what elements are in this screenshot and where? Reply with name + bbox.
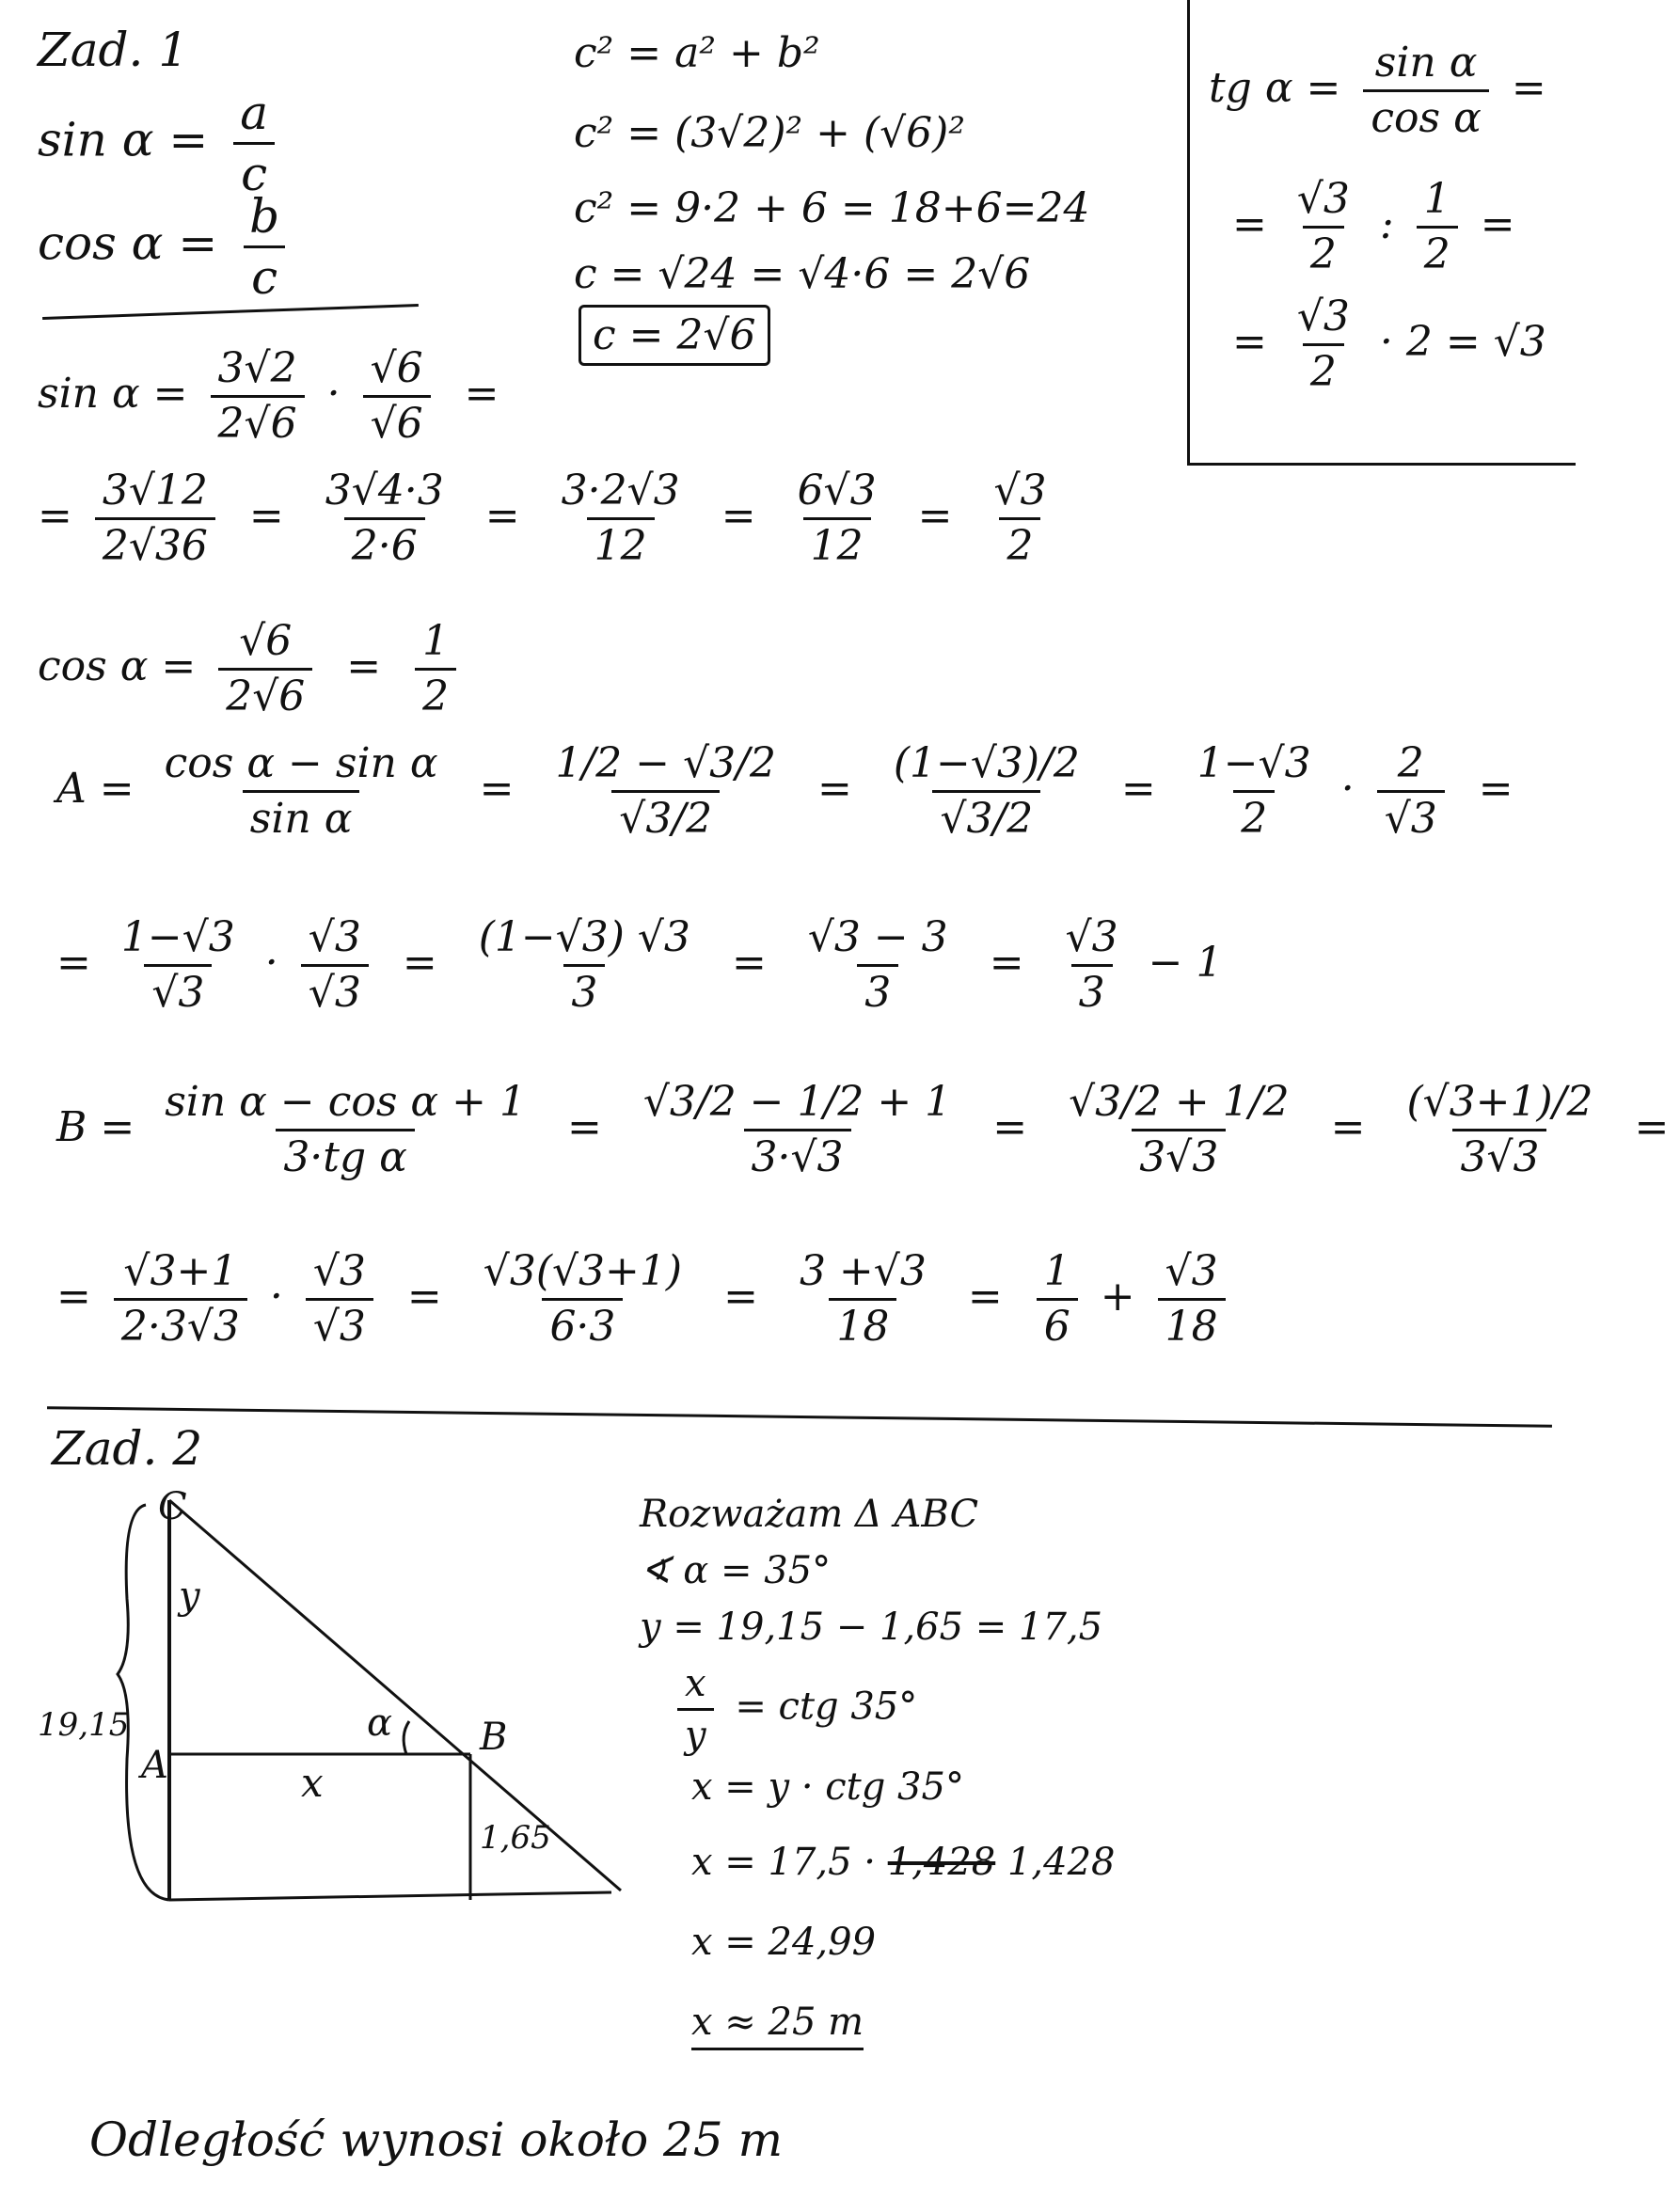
B-l2-d2: √3 [306, 1298, 373, 1348]
A-n5: 2 [1397, 739, 1424, 787]
vertex-A: A [141, 1744, 168, 1787]
A-d3: √3/2 [932, 790, 1040, 840]
sol6-struck: 1,428 [887, 1841, 996, 1884]
pyth-line-3: c² = 9·2 + 6 = 18+6=24 [574, 184, 1090, 232]
B-e3: = [1330, 1103, 1366, 1151]
angle-arc [404, 1721, 409, 1754]
sin-calc-f1-num: 3√2 [217, 344, 297, 392]
sin-l2-e1: = [248, 492, 284, 540]
B-l2-d6: 18 [1158, 1298, 1226, 1348]
tg-l2-colon: : [1379, 200, 1394, 248]
tg-fraction [1363, 39, 1488, 142]
B-frac4 [1399, 1078, 1600, 1181]
tg-l2-den1: 2 [1303, 226, 1344, 276]
sin-l2-d1: 2√36 [95, 517, 215, 567]
B-den: 3·tg α [276, 1129, 415, 1179]
final-result: x ≈ 25 m [691, 2001, 864, 2050]
A-l2-frac1 [114, 913, 243, 1017]
B-l2-frac3 [476, 1247, 689, 1351]
sin-calc-frac2 [363, 344, 431, 448]
A-e3: = [1120, 765, 1156, 813]
ratio-den: y [677, 1708, 714, 1754]
pyth-line-1: c² = a² + b² [574, 29, 820, 77]
tg-line-1 [1209, 39, 1546, 142]
label-small-height: 1,65 [480, 1819, 551, 1857]
sin-l2-d4: 12 [803, 517, 871, 567]
cos-def-lhs: cos α = [38, 215, 218, 271]
tg-l2-tail: = [1480, 200, 1515, 248]
tg-l2-den2: 2 [1417, 226, 1458, 276]
B-l2-n5: 1 [1043, 1247, 1070, 1295]
B-frac1 [157, 1078, 533, 1181]
tg-l2-frac1 [1290, 175, 1357, 278]
B-d4: 3√3 [1452, 1129, 1546, 1179]
A-l2-n3: (1−√3) √3 [478, 913, 690, 961]
sin-calc-dot: · [326, 370, 341, 418]
A-l2-e3: = [989, 939, 1024, 987]
A-l2-e1: = [402, 939, 437, 987]
pyth-line-4: c = √24 = √4·6 = 2√6 [574, 250, 1031, 298]
solution-line-7: x = 24,99 [691, 1921, 877, 1964]
tg-l3-den: 2 [1303, 343, 1344, 393]
A-l2-n4: √3 − 3 [807, 913, 948, 961]
B-l2-frac6 [1158, 1247, 1226, 1351]
pyth-result [578, 311, 770, 359]
task2-heading: Zad. 2 [52, 1421, 203, 1476]
sin-calc-lhs: sin α = [38, 370, 188, 418]
cos-calc-num: √6 [239, 617, 293, 665]
B-l2-n4: 3 +√3 [799, 1247, 927, 1295]
A-n2: 1/2 − √3/2 [555, 739, 776, 787]
B-l2-frac5 [1037, 1247, 1078, 1351]
A-num: cos α − sin α [164, 739, 438, 787]
sin-l2-frac4 [790, 467, 884, 570]
A-e2: = [816, 765, 852, 813]
A-l2-n1: 1−√3 [120, 913, 235, 961]
B-l2-e1: = [406, 1273, 442, 1321]
tg-line-3 [1232, 293, 1546, 396]
B-l2-plus: + [1100, 1273, 1135, 1321]
B-l2-n6: √3 [1165, 1247, 1218, 1295]
task2-figure [38, 1486, 640, 1919]
A-frac4 [1190, 739, 1319, 843]
solution-line-6 [691, 1841, 1116, 1884]
A-l2-frac4 [800, 913, 956, 1017]
tg-l2-num1: √3 [1296, 175, 1350, 223]
B-e4: = [1634, 1103, 1670, 1151]
ratio-num: x [685, 1662, 706, 1705]
sin-calc-line-1 [38, 344, 510, 448]
sin-definition [38, 86, 285, 201]
A-frac5 [1377, 739, 1445, 843]
solution-line-1: Rozważam Δ ABC [640, 1493, 979, 1536]
cos-calc-eq: = [346, 642, 382, 690]
B-calc-line-2 [56, 1247, 1235, 1351]
sol6-b: 1,428 [1006, 1841, 1116, 1884]
A-d4: 2 [1233, 790, 1275, 840]
B-l2-n2: √3 [312, 1247, 366, 1295]
sin-calc-line-2 [38, 467, 1064, 570]
tg-l2-frac2 [1417, 175, 1458, 278]
B-l2-frac4 [792, 1247, 934, 1351]
tg-num: sin α [1374, 39, 1478, 87]
sin-def-fraction [232, 86, 276, 201]
B-num: sin α − cos α + 1 [165, 1078, 526, 1126]
cos-def-num: b [249, 189, 280, 244]
cos-calc-line [38, 617, 466, 720]
sin-l2-d5: 2 [999, 517, 1040, 567]
B-e2: = [992, 1103, 1028, 1151]
task1-heading: Zad. 1 [38, 23, 189, 77]
A-e1: = [479, 765, 515, 813]
solution-line-4 [668, 1662, 918, 1757]
sin-def-den: c [233, 142, 275, 198]
B-l2-dot: · [269, 1273, 283, 1321]
sin-l2-e2: = [484, 492, 520, 540]
hypotenuse-line [169, 1500, 621, 1891]
sin-l2-frac3 [554, 467, 688, 570]
cos-calc-result [415, 617, 456, 720]
pyth-result-box: c = 2√6 [578, 305, 770, 366]
sin-l2-n4: 6√3 [797, 467, 877, 514]
solution-line-2: ∢ α = 35° [640, 1549, 832, 1592]
tg-l2-lead: = [1232, 200, 1267, 248]
B-frac2 [636, 1078, 959, 1181]
B-n4: (√3+1)/2 [1406, 1078, 1593, 1126]
cos-calc-lhs: cos α = [38, 642, 197, 690]
sin-def-num: a [240, 86, 269, 140]
A-calc-line-1 [56, 739, 1525, 843]
tg-l3-num: √3 [1296, 293, 1350, 340]
sin-l2-e4: = [917, 492, 953, 540]
A-l2-frac2 [301, 913, 369, 1017]
A-frac3 [886, 739, 1087, 843]
B-l2-e2: = [723, 1273, 758, 1321]
A-d5: √3 [1377, 790, 1445, 840]
B-l2-frac1 [114, 1247, 247, 1351]
tg-l2-num2: 1 [1423, 175, 1450, 223]
A-l2-d5: 3 [1071, 964, 1113, 1014]
sin-l2-frac1 [95, 467, 215, 570]
B-lhs: B = [56, 1103, 135, 1151]
B-l2-d1: 2·3√3 [114, 1298, 247, 1348]
A-l2-e2: = [731, 939, 767, 987]
B-l2-n1: √3+1 [123, 1247, 238, 1295]
tg-den: cos α [1363, 89, 1488, 139]
sin-l2-frac5 [986, 467, 1054, 570]
label-x: x [301, 1760, 324, 1806]
sin-calc-eq: = [464, 370, 499, 418]
A-e4: = [1478, 765, 1514, 813]
cos-calc-frac [218, 617, 312, 720]
solution-line-3: y = 19,15 − 1,65 = 17,5 [640, 1606, 1103, 1649]
sin-def-lhs: sin α = [38, 112, 209, 167]
tg-l3-frac [1290, 293, 1357, 396]
A-den: sin α [243, 790, 360, 840]
B-d2: 3·√3 [744, 1129, 851, 1179]
B-l2-d5: 6 [1037, 1298, 1078, 1348]
tg-l3-tail: · 2 = √3 [1379, 318, 1546, 366]
sin-calc-f2-num: √6 [370, 344, 423, 392]
solution-line-5: x = y · ctg 35° [691, 1765, 964, 1809]
A-l2-d4: 3 [857, 964, 898, 1014]
A-l2-dot: · [264, 939, 278, 987]
tg-l3-lead: = [1232, 318, 1267, 366]
vertex-C: C [158, 1485, 187, 1528]
sin-l2-n3: 3·2√3 [561, 467, 680, 514]
A-l2-tail: − 1 [1148, 939, 1223, 987]
A-calc-line-2 [56, 913, 1223, 1017]
vertex-B: B [480, 1716, 508, 1759]
definitions-divider [42, 304, 419, 320]
cos-calc-den: 2√6 [218, 668, 312, 718]
B-l2-d3: 6·3 [542, 1298, 623, 1348]
sin-l2-e3: = [721, 492, 756, 540]
cos-calc-rnum: 1 [422, 617, 450, 665]
sin-l2-lead: = [38, 492, 72, 540]
pyth-line-2: c² = (3√2)² + (√6)² [574, 109, 965, 157]
answer-sentence: Odległość wynosi około 25 m [89, 2112, 783, 2167]
A-l2-lead: = [56, 939, 91, 987]
tg-eq: = [1511, 64, 1546, 112]
B-l2-lead: = [56, 1273, 91, 1321]
height-brace [118, 1505, 169, 1900]
cos-calc-rden: 2 [415, 668, 456, 718]
A-l2-frac3 [471, 913, 698, 1017]
sin-l2-frac2 [318, 467, 452, 570]
sin-l2-n2: 3√4·3 [325, 467, 444, 514]
A-d2: √3/2 [611, 790, 720, 840]
A-frac1 [157, 739, 446, 843]
solution-line-8 [691, 2001, 864, 2044]
B-e1: = [566, 1103, 602, 1151]
ground-line [169, 1892, 611, 1900]
B-frac3 [1061, 1078, 1297, 1181]
sin-l2-n5: √3 [993, 467, 1047, 514]
B-d3: 3√3 [1132, 1129, 1226, 1179]
A-l2-d2: √3 [301, 964, 369, 1014]
ratio-fraction [677, 1662, 714, 1757]
task-divider [47, 1406, 1552, 1428]
cos-def-fraction [242, 189, 287, 305]
A-dot: · [1340, 765, 1355, 813]
A-lhs: A = [56, 765, 135, 813]
B-l2-frac2 [306, 1247, 373, 1351]
B-l2-d4: 18 [829, 1298, 896, 1348]
sin-l2-d2: 2·6 [344, 517, 425, 567]
A-l2-d1: √3 [144, 964, 212, 1014]
sin-l2-n1: 3√12 [102, 467, 208, 514]
sol6-a: x = 17,5 · [691, 1841, 876, 1884]
A-l2-frac5 [1058, 913, 1126, 1017]
sin-calc-f2-den: √6 [363, 395, 431, 445]
B-n3: √3/2 + 1/2 [1069, 1078, 1290, 1126]
ratio-rest: = ctg 35° [735, 1685, 918, 1729]
tg-line-2 [1232, 175, 1515, 278]
B-l2-n3: √3(√3+1) [483, 1247, 683, 1295]
label-alpha: α [367, 1701, 393, 1745]
sin-calc-f1-den: 2√6 [211, 395, 305, 445]
A-frac2 [547, 739, 784, 843]
A-l2-n5: √3 [1065, 913, 1118, 961]
B-n2: √3/2 − 1/2 + 1 [642, 1078, 952, 1126]
A-l2-n2: √3 [308, 913, 361, 961]
label-total-height: 19,15 [38, 1706, 130, 1744]
A-l2-d3: 3 [563, 964, 605, 1014]
B-calc-line-1 [56, 1078, 1680, 1181]
cos-definition [38, 189, 296, 305]
B-l2-e3: = [967, 1273, 1003, 1321]
sin-calc-frac1 [211, 344, 305, 448]
sin-l2-d3: 12 [587, 517, 655, 567]
tg-lhs: tg α = [1209, 64, 1341, 112]
A-n3: (1−√3)/2 [893, 739, 1080, 787]
A-n4: 1−√3 [1197, 739, 1311, 787]
label-y: y [179, 1574, 200, 1618]
cos-def-den: c [244, 245, 285, 301]
